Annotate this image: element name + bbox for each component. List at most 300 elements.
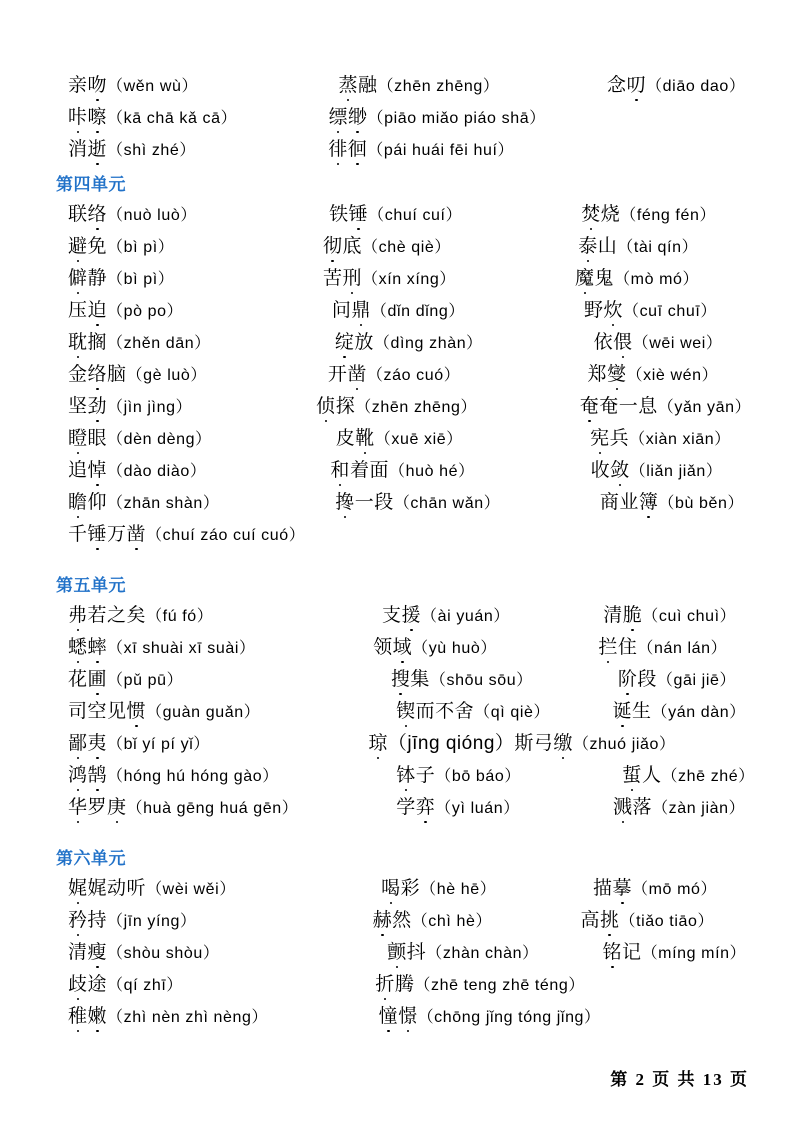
entry-pinyin: （zhān shàn） (107, 495, 220, 512)
entry-row (44, 664, 749, 696)
entry-pinyin: （wěn wù） (107, 78, 199, 95)
word-char: 花 (68, 669, 88, 690)
emphasis-dot-char: 圃 (88, 664, 108, 696)
word-char: 学 (396, 797, 416, 818)
unit-heading: 第五单元 (56, 576, 126, 595)
entry-word (598, 632, 637, 664)
document-content (44, 70, 755, 1033)
entry-row (44, 487, 749, 519)
entry-pinyin: （pǔ pū） (107, 672, 184, 689)
word-char: 追 (68, 460, 88, 481)
entry-word (332, 295, 371, 327)
entry-word (338, 70, 377, 102)
entry-word (68, 455, 107, 487)
emphasis-dot-char: 泰 (578, 231, 598, 263)
entry-pinyin: （féng fén） (620, 207, 717, 224)
word-char: 奄 (599, 396, 619, 417)
emphasis-dot-char: 赫 (373, 905, 393, 937)
word-char: 鬼 (594, 268, 615, 289)
entry-pinyin: （chuí záo cuí cuó） (146, 527, 306, 544)
emphasis-dot-char: 嫩 (88, 1001, 108, 1033)
entry-pinyin: （nuò luò） (107, 207, 197, 224)
entry-row (44, 873, 749, 905)
entry-pinyin: （fú fó） (146, 608, 214, 625)
word-char: （ (387, 733, 408, 754)
entry-word (580, 391, 658, 423)
entry-row (44, 199, 749, 231)
entry-word (591, 455, 630, 487)
entry-word (68, 664, 107, 696)
word-char: 兵 (609, 428, 630, 449)
word-char: 彩 (400, 878, 421, 899)
entry-pinyin: （pái huái fēi huí） (367, 142, 515, 159)
entry-pinyin: （dǐn dǐng） (370, 303, 465, 320)
word-char: 依 (593, 332, 614, 353)
emphasis-dot-char: 喝 (381, 873, 401, 905)
emphasis-dot-char: 瞪 (68, 423, 88, 455)
word-char: 底 (342, 236, 362, 257)
entry-cell (600, 487, 744, 524)
entry-pinyin: （bì pì） (107, 239, 175, 256)
entry-word (391, 664, 430, 696)
entry-cell (607, 70, 745, 107)
entry-word (68, 263, 107, 295)
entry-pinyin: （zhēn zhēng） (355, 399, 478, 416)
entry-word (68, 70, 107, 102)
entry-cell (396, 792, 520, 829)
entry-pinyin: （pò po） (107, 303, 184, 320)
entry-pinyin: （guàn guǎn） (146, 704, 261, 721)
entry-row (44, 327, 749, 359)
entry-pinyin: （chì hè） (411, 913, 493, 930)
word-char: 途 (87, 974, 108, 995)
word-char: 联 (68, 204, 88, 225)
emphasis-dot-char: 瞻 (68, 487, 88, 519)
entry-word (68, 102, 107, 134)
emphasis-dot-char: 奄 (580, 391, 600, 423)
emphasis-dot-char: 耽 (68, 327, 88, 359)
emphasis-dot-char: 钵 (396, 760, 416, 792)
emphasis-dot-char: 阶 (618, 664, 638, 696)
word-char: n (472, 733, 484, 754)
entry-word (578, 231, 617, 263)
entry-row (44, 391, 752, 423)
emphasis-dot-char: 诞 (613, 696, 633, 728)
emphasis-dot-char: 域 (393, 632, 413, 664)
emphasis-dot-char: 缥 (328, 102, 348, 134)
entry-word (328, 134, 367, 166)
emphasis-dot-char: 蜇 (622, 760, 642, 792)
emphasis-dot-char: 夷 (88, 728, 108, 760)
entry-pinyin: （bù běn） (658, 495, 745, 512)
entry-word (328, 102, 367, 134)
entry-pinyin: （dèn dèng） (107, 431, 212, 448)
emphasis-dot-char: 簿 (639, 487, 659, 519)
entry-word (588, 359, 627, 391)
entry-pinyin: （chuí cuí） (368, 207, 463, 224)
entry-word (534, 728, 573, 760)
emphasis-dot-char: 蟀 (88, 632, 108, 664)
word-char: 收 (590, 460, 611, 481)
emphasis-dot-char: 徊 (348, 134, 368, 166)
entry-word (316, 391, 355, 423)
emphasis-dot-char: 弈 (416, 792, 436, 824)
word-char: 弓 (533, 733, 554, 754)
entry-pinyin: （dào diào） (107, 463, 207, 480)
word-char: g (483, 733, 495, 754)
emphasis-dot-char: 悼 (88, 455, 108, 487)
emphasis-dot-char: 侦 (316, 391, 336, 423)
entry-word (593, 873, 632, 905)
entry-word (396, 696, 474, 728)
word-char: 清 (603, 605, 623, 626)
entry-pinyin: （chè qiè） (362, 239, 451, 256)
word-char: 听 (126, 878, 147, 899)
emphasis-dot-char: 徘 (328, 134, 348, 166)
emphasis-dot-char: 瘦 (88, 937, 108, 969)
entry-word (329, 199, 368, 231)
entry-row (44, 600, 749, 632)
emphasis-dot-char: 稚 (68, 1001, 88, 1033)
emphasis-dot-char: 嚓 (88, 102, 108, 134)
emphasis-dot-char: 鄙 (68, 728, 88, 760)
entry-pinyin: （piāo miǎo piáo shā） (367, 110, 546, 127)
entry-pinyin: （zàn jiàn） (652, 800, 746, 817)
entry-row (44, 792, 749, 824)
emphasis-dot-char: 歧 (68, 969, 88, 1001)
emphasis-dot-char: 锤 (349, 199, 369, 231)
emphasis-dot-char: 魔 (575, 263, 595, 295)
entry-word (68, 487, 107, 519)
emphasis-dot-char: 劲 (88, 391, 108, 423)
emphasis-dot-char: 拦 (598, 632, 618, 664)
emphasis-dot-char: 避 (68, 231, 88, 263)
word-char: 压 (68, 300, 88, 321)
entry-word (580, 905, 619, 937)
entry-cell (368, 728, 534, 765)
word-char: 不 (435, 701, 455, 722)
emphasis-dot-char: 炊 (603, 295, 623, 327)
entry-pinyin: （xiè wén） (626, 367, 719, 384)
entry-word (68, 1001, 107, 1033)
word-char: 一 (618, 396, 639, 417)
word-char: 动 (107, 878, 127, 899)
entry-word (396, 792, 435, 824)
word-char: 清 (68, 942, 88, 963)
entry-pinyin: （xī shuài xī suài） (107, 640, 256, 657)
word-char: 段 (637, 669, 657, 690)
entry-word (613, 696, 652, 728)
entry-pinyin: （yǎn yān） (657, 399, 752, 416)
entry-pinyin: （shòu shòu） (107, 945, 220, 962)
emphasis-dot-char: 琼 (368, 728, 388, 760)
entry-word (373, 632, 412, 664)
entry-word (328, 359, 367, 391)
word-char: 免 (87, 236, 108, 257)
emphasis-dot-char: 搜 (391, 664, 411, 696)
entry-pinyin: （qì qiè） (474, 704, 551, 721)
word-char: 野 (583, 300, 604, 321)
emphasis-dot-char: 燮 (607, 359, 627, 391)
entry-word (622, 760, 661, 792)
emphasis-dot-char: 焚 (581, 199, 601, 231)
entry-word (68, 905, 107, 937)
entry-pinyin: （xiàn xiān） (629, 431, 731, 448)
entry-row (44, 359, 749, 391)
entry-pinyin: （yì luán） (435, 800, 520, 817)
word-char: 持 (87, 910, 108, 931)
entry-word (590, 423, 629, 455)
emphasis-dot-char: 惯 (127, 696, 147, 728)
entry-word (68, 519, 146, 551)
entry-pinyin: （zhuó jiǎo） (572, 736, 676, 753)
word-char: 子 (415, 765, 436, 786)
word-char: 放 (354, 332, 374, 353)
word-char: 铁 (329, 204, 349, 225)
emphasis-dot-char: 搀 (335, 487, 355, 519)
entry-word (613, 792, 652, 824)
entry-cell (603, 937, 747, 974)
word-char: 描 (593, 878, 613, 899)
word-char: i (456, 733, 462, 754)
entry-word (396, 760, 435, 792)
word-char: 眼 (87, 428, 108, 449)
entry-cell (613, 696, 746, 733)
word-char: 见 (107, 701, 127, 722)
word-char: 问 (331, 300, 352, 321)
entry-pinyin: （cuī chuī） (622, 303, 718, 320)
word-char: ī (412, 733, 418, 754)
emphasis-dot-char: 颤 (387, 937, 407, 969)
emphasis-dot-char: 络 (88, 359, 108, 391)
word-char: g (428, 733, 441, 754)
entry-word (381, 873, 420, 905)
entry-word (382, 600, 421, 632)
entry-word (68, 134, 107, 166)
entry-pinyin: （zhàn chàn） (426, 945, 539, 962)
entry-word (584, 295, 623, 327)
entry-word (379, 1001, 418, 1033)
entry-pinyin: （kā chā kǎ cā） (107, 110, 238, 127)
entry-pinyin: （bō báo） (435, 768, 522, 785)
entry-row (44, 134, 749, 166)
emphasis-dot-char: 锲 (396, 696, 416, 728)
entry-word (68, 231, 107, 263)
entry-cell (68, 519, 305, 556)
entry-row (44, 1001, 749, 1033)
emphasis-dot-char: 援 (402, 600, 422, 632)
emphasis-dot-char: 庚 (107, 792, 127, 824)
entry-word (68, 792, 127, 824)
entry-pinyin: （xuē xiē） (374, 431, 463, 448)
entry-cell (68, 792, 298, 829)
entry-pinyin: （zhē teng zhē téng） (414, 977, 586, 994)
emphasis-dot-char: 凿 (127, 519, 147, 551)
word-char: 而 (415, 701, 436, 722)
word-char: 金 (68, 364, 88, 385)
entry-word (68, 600, 146, 632)
entry-word (68, 937, 107, 969)
word-char: 山 (597, 236, 618, 257)
word-char: 郑 (587, 364, 608, 385)
word-char: 仰 (87, 492, 108, 513)
entry-pinyin: （dìng zhàn） (373, 335, 483, 352)
entry-pinyin: （diāo dao） (646, 78, 746, 95)
word-char: 探 (335, 396, 356, 417)
entry-word (368, 728, 534, 760)
entry-row (44, 905, 749, 937)
word-char: 商 (599, 492, 620, 513)
word-char: 高 (580, 910, 600, 931)
entry-word (68, 295, 107, 327)
entry-word (68, 423, 107, 455)
entry-pinyin: （hè hē） (420, 881, 497, 898)
word-char: 空 (87, 701, 108, 722)
entry-cell (379, 1001, 601, 1038)
entry-word (373, 905, 412, 937)
emphasis-dot-char: 吻 (88, 70, 108, 102)
entry-pinyin: （míng mín） (641, 945, 747, 962)
entry-word (68, 873, 146, 905)
entry-pinyin: （yù huò） (412, 640, 497, 657)
word-char: 住 (617, 637, 638, 658)
entry-row (44, 295, 749, 327)
word-char: ） (494, 733, 515, 754)
entry-word (68, 632, 107, 664)
word-char: 矣 (126, 605, 147, 626)
entry-pinyin: （bǐ yí pí yǐ） (107, 736, 210, 753)
word-char: 落 (632, 797, 653, 818)
word-char: 息 (638, 396, 658, 417)
entry-word (68, 199, 107, 231)
word-char: 烧 (600, 204, 621, 225)
entry-pinyin: （hóng hú hóng gào） (107, 768, 279, 785)
emphasis-dot-char: 溅 (613, 792, 633, 824)
emphasis-dot-char: 鹄 (88, 760, 108, 792)
page-footer: 第 2 页 共 13 页 (610, 1070, 749, 1089)
emphasis-dot-char: 凿 (347, 359, 367, 391)
emphasis-dot-char: 缴 (553, 728, 573, 760)
entry-pinyin: （zhì nèn zhì nèng） (107, 1009, 269, 1026)
word-char: 舍 (454, 701, 475, 722)
emphasis-dot-char: 缈 (348, 102, 368, 134)
entry-word (575, 263, 614, 295)
entry-pinyin: （chān wǎn） (393, 495, 501, 512)
emphasis-dot-char: 和 (330, 455, 350, 487)
entry-word (618, 664, 657, 696)
unit-heading: 第四单元 (56, 175, 126, 194)
word-char: ó (461, 733, 473, 754)
entry-row (44, 728, 749, 760)
word-char: 领 (373, 637, 393, 658)
entry-pinyin: （záo cuó） (366, 367, 461, 384)
word-char: 千 (68, 524, 88, 545)
entry-pinyin: （cuì chuì） (642, 608, 737, 625)
word-char: 娓 (87, 878, 108, 899)
entry-pinyin: （zhěn dān） (107, 335, 211, 352)
entry-pinyin: （tài qín） (617, 239, 699, 256)
emphasis-dot-char: 络 (88, 199, 108, 231)
entry-word (600, 487, 659, 519)
entry-cell (68, 134, 196, 171)
word-char: j (407, 733, 413, 754)
emphasis-dot-char: 憧 (379, 1001, 399, 1033)
entry-pinyin: （mō mó） (632, 881, 718, 898)
emphasis-dot-char: 摹 (613, 873, 633, 905)
word-char: 支 (382, 605, 402, 626)
word-char: 生 (632, 701, 652, 722)
entry-pinyin: （jīn yíng） (107, 913, 197, 930)
word-char: 亲 (68, 75, 88, 96)
entry-pinyin: （gè luò） (126, 367, 207, 384)
word-char: 万 (107, 524, 127, 545)
word-char: 着 (349, 460, 370, 481)
entry-cell (328, 134, 514, 171)
emphasis-dot-char: 憬 (398, 1001, 418, 1033)
entry-pinyin: （gāi jiē） (656, 672, 737, 689)
entry-word (68, 391, 107, 423)
word-char: 业 (619, 492, 639, 513)
entry-word (335, 327, 374, 359)
entry-word (603, 600, 642, 632)
emphasis-dot-char: 脆 (623, 600, 643, 632)
entry-pinyin: （shōu sōu） (429, 672, 533, 689)
emphasis-dot-char: 迫 (88, 295, 108, 327)
entry-cell (68, 1001, 268, 1038)
entry-cell (335, 487, 500, 524)
word-char: 人 (641, 765, 662, 786)
word-char: 念 (607, 75, 627, 96)
entry-pinyin: （wèi wěi） (146, 881, 236, 898)
entry-row (44, 231, 749, 263)
entry-pinyin: （jìn jìng） (107, 399, 193, 416)
emphasis-dot-char: 僻 (68, 263, 88, 295)
word-char: 一 (354, 492, 375, 513)
emphasis-dot-char: 宪 (590, 423, 610, 455)
emphasis-dot-char: 娓 (68, 873, 88, 905)
entry-pinyin: （qí zhī） (107, 977, 183, 994)
entry-row (44, 760, 755, 792)
emphasis-dot-char: 蟋 (68, 632, 88, 664)
entry-word (68, 359, 127, 391)
entry-pinyin: （zhē zhé） (661, 768, 755, 785)
emphasis-dot-char: 矜 (68, 905, 88, 937)
word-char: 苦 (322, 268, 343, 289)
word-char: 消 (68, 139, 88, 160)
entry-pinyin: （xín xíng） (362, 271, 457, 288)
entry-pinyin: （ài yuán） (421, 608, 511, 625)
word-char: 腾 (394, 974, 415, 995)
word-char: 斯 (514, 733, 534, 754)
entry-pinyin: （wēi wei） (632, 335, 723, 352)
emphasis-dot-char: 折 (375, 969, 395, 1001)
entry-word (336, 423, 375, 455)
emphasis-dot-char: 铭 (603, 937, 623, 969)
entry-word (330, 455, 389, 487)
entry-pinyin: （mò mó） (614, 271, 700, 288)
entry-row (44, 263, 749, 295)
word-char: 记 (622, 942, 642, 963)
emphasis-dot-char: 鼎 (351, 295, 371, 327)
entry-pinyin: （chōng jǐng tóng jǐng） (417, 1009, 601, 1026)
word-char: 脑 (107, 364, 127, 385)
entry-word (323, 263, 362, 295)
emphasis-dot-char: 叨 (627, 70, 647, 102)
word-char: 司 (68, 701, 88, 722)
emphasis-dot-char: 弗 (68, 600, 88, 632)
emphasis-dot-char: 鸿 (68, 760, 88, 792)
word-char: 静 (87, 268, 108, 289)
